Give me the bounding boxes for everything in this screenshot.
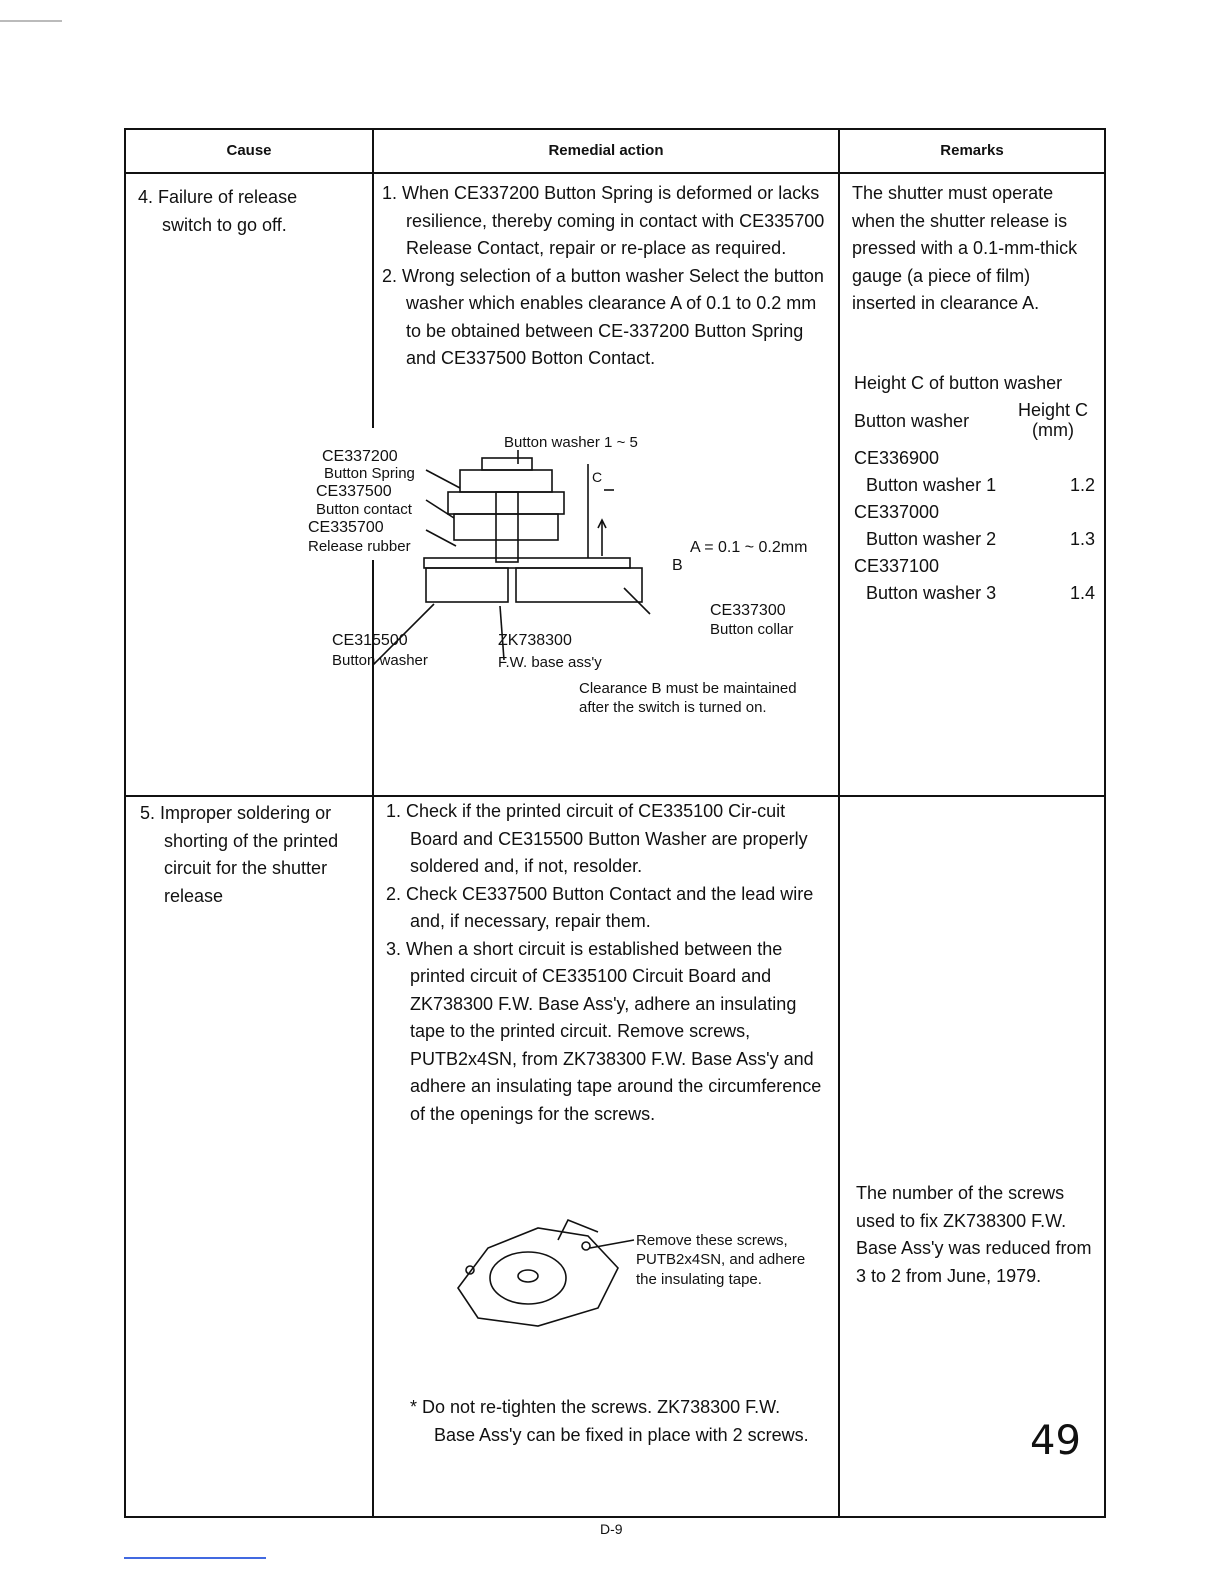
screw-hole-right — [582, 1242, 590, 1250]
table-bottom-border — [124, 1516, 1106, 1518]
diagram-label-zk738300: ZK738300 — [498, 632, 572, 649]
screw-leader — [590, 1240, 634, 1248]
washer-stack-top — [460, 470, 552, 492]
remedial-5 — [386, 798, 836, 1128]
height-row-2-name: Button washer 2 — [866, 529, 997, 549]
height-table-col1: Button washer — [854, 411, 970, 431]
cause-divider-top — [372, 128, 374, 428]
button-top — [482, 458, 532, 470]
diagram-label-ce315500: CE315500 — [332, 632, 408, 649]
diagram-label-ce335700: CE335700 — [308, 519, 384, 536]
base-disc — [490, 1252, 566, 1304]
scan-mark — [0, 20, 62, 22]
screw-note-line-2: PUTB2x4SN, and adhere — [636, 1251, 806, 1268]
remedial-4 — [382, 180, 830, 373]
diagram-dim-b: B — [672, 557, 683, 574]
diagram-label-ce337500: CE337500 — [316, 483, 392, 500]
base-assembly-diagram — [448, 1208, 648, 1338]
height-table-col2b: (mm) — [1032, 420, 1074, 440]
diagram-label-button-washer: Button washer — [332, 652, 428, 669]
diagram-label-fw-base: F.W. base ass'y — [498, 654, 602, 671]
diagram-label-ce337300: CE337300 — [710, 602, 786, 619]
header-cause: Cause — [226, 141, 272, 159]
handwritten-page-number: 49 — [1030, 1418, 1081, 1464]
height-row-2-part: CE337000 — [854, 502, 940, 522]
remedial-5-item-2: 2. Check CE337500 Button Contact and the lead wire and, if necessary, repair them. — [386, 883, 814, 931]
bracket — [558, 1220, 598, 1240]
diagram-label-button-contact: Button contact — [316, 501, 412, 518]
diagram-label-button-spring: Button Spring — [324, 465, 415, 482]
height-row-1-value: 1.2 — [1070, 475, 1096, 495]
screw-note-line-3: the insulating tape. — [636, 1271, 762, 1288]
leader-rubber — [426, 530, 456, 546]
screw-note-line-1: Remove these screws, — [636, 1232, 788, 1249]
remarks-divider — [838, 128, 840, 1518]
height-row-1-part: CE336900 — [854, 448, 940, 468]
base-plate — [424, 558, 630, 568]
cause-5 — [140, 800, 366, 910]
center-post — [496, 492, 518, 562]
diagram-dim-c: C — [592, 469, 603, 485]
row-divider — [124, 795, 1106, 797]
leader-spring — [426, 470, 460, 488]
table-right-border — [1104, 128, 1106, 1518]
cause-4 — [138, 184, 338, 239]
remarks-4: The shutter must operate when the shutter release is pressed with a 0.1-mm-thick gauge (a piece of film) inserted in clearance A. — [852, 183, 1078, 313]
height-row-3-value: 1.4 — [1070, 583, 1096, 603]
footnote-text: * Do not re-tighten the screws. ZK738300 F.W. Base Ass'y can be fixed in place with 2 screws. — [410, 1397, 809, 1445]
remedial-4-item-2: 2. Wrong selection of a button washer Select the button washer which enables clearance A of 0.1 to 0.2 mm to be obtained between CE-337200 Button Spring and CE337500 Botton Contact. — [382, 265, 824, 368]
base-left-block — [426, 568, 508, 602]
remedial-4-item-1: 1. When CE337200 Button Spring is deformed or lacks resilience, thereby coming in contact with CE335700 Release Contact, repair or re-place as required. — [382, 183, 825, 258]
center-hole — [518, 1270, 538, 1282]
base-right-block — [516, 568, 642, 602]
header-divider — [124, 172, 1106, 174]
cause-5-text: 5. Improper soldering or shorting of the printed circuit for the shutter release — [140, 803, 339, 906]
table-left-border — [124, 128, 126, 1518]
height-row-3-name: Button washer 3 — [866, 583, 997, 603]
height-row-1-name: Button washer 1 — [866, 475, 997, 495]
remedial-5-item-3: 3. When a short circuit is established between the printed circuit of CE335100 Circuit Board and ZK738300 F.W. Base Ass'y, adhere an insulating tape to the printed circuit. Remove screws, PUTB2x4SN, from ZK738300 F.W. Base Ass'y and adhere an insulating tape around the circumference of the openings for the screws. — [386, 938, 822, 1124]
height-table-title: Height C of button washer — [854, 373, 1063, 393]
diagram-label-ce337200: CE337200 — [322, 448, 398, 465]
troubleshooting-table — [124, 128, 1106, 1518]
remedial-5-item-1: 1. Check if the printed circuit of CE335100 Cir-cuit Board and CE315500 Button Washer are properly soldered and, if not, resolder. — [386, 801, 808, 876]
diagram-note-line-2: after the switch is turned on. — [579, 699, 767, 716]
remarks-5: The number of the screws used to fix ZK738300 F.W. Base Ass'y was reduced from 3 to 2 from June, 1979. — [856, 1183, 1092, 1286]
header-remedial: Remedial action — [548, 141, 664, 159]
washer-stack-mid — [448, 492, 564, 514]
diagram-label-button-collar: Button collar — [710, 621, 794, 638]
leader-contact — [426, 500, 454, 518]
scan-edge-line — [124, 1557, 266, 1559]
footnote — [410, 1394, 820, 1449]
diagram-dim-a: A = 0.1 ~ 0.2mm — [690, 539, 808, 556]
height-row-3-part: CE337100 — [854, 556, 940, 576]
height-table-col2a: Height C — [1018, 400, 1089, 420]
diagram-note-line-1: Clearance B must be maintained — [579, 680, 797, 697]
cause-4-text: 4. Failure of release switch to go off. — [138, 187, 298, 235]
diagram-label-release-rubber: Release rubber — [308, 538, 411, 555]
leader-collar — [624, 588, 650, 614]
diagram-washer-label: Button washer 1 ~ 5 — [504, 434, 638, 451]
header-remarks: Remarks — [940, 141, 1004, 159]
washer-stack-low — [454, 514, 558, 540]
page-code: D-9 — [600, 1521, 623, 1537]
height-row-2-value: 1.3 — [1070, 529, 1096, 549]
